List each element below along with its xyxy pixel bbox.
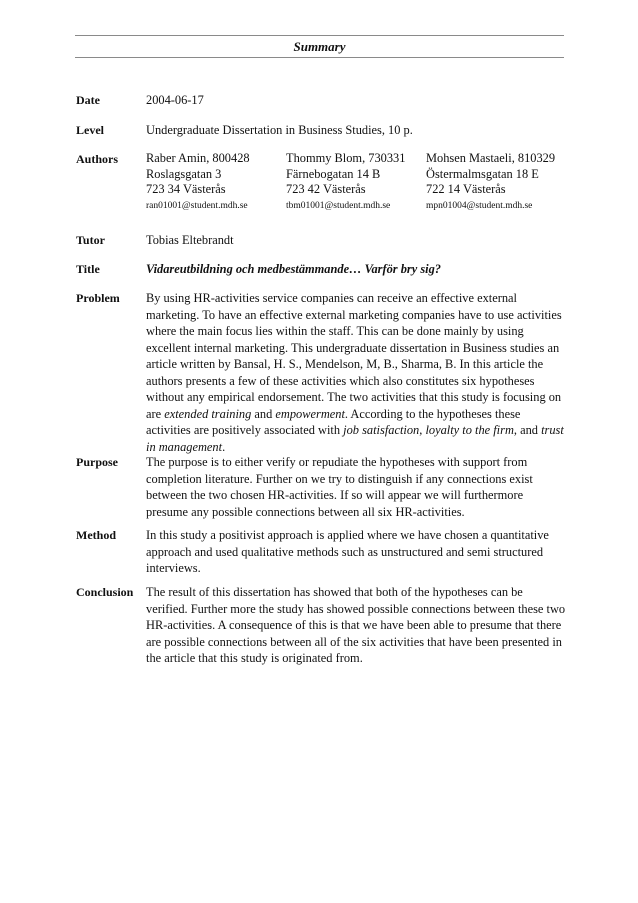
problem-emphasis-trust: trust in management [146,423,564,454]
author-2-city: 723 42 Västerås [286,182,366,196]
method-label: Method [76,528,116,542]
problem-emphasis-loyalty: loyalty to the firm [425,423,514,437]
dissertation-title: Vidareutbildning och medbestämmande… Varför bry sig? [146,262,441,276]
title-label: Title [76,262,100,276]
author-2-email: tbm01001@student.mdh.se [286,200,391,211]
author-2-name: Thommy Blom, 730331 [286,151,406,165]
problem-text [146,290,566,455]
authors-row [76,151,566,211]
conclusion-label: Conclusion [76,585,134,599]
page-title: Summary [293,39,346,54]
problem-text-part-4: , [419,423,426,437]
date-label: Date [76,93,100,107]
problem-emphasis-extended-training: extended training [164,406,252,421]
author-2 [286,151,405,214]
level-value: Undergraduate Dissertation in Business Studies, 10 p. [146,123,413,137]
problem-text-part-3: . According to the hypotheses these activities are positively associated with [146,406,521,437]
conclusion-text: The result of this dissertation has showed that both of the hypotheses can be verified. Further more the study has showed possible connections between these two HR-activities. A consequence of this is that we have been able to presume that there are possible connections between all of the six activities that have been presented in the article that this study is originated from. [146,585,566,665]
problem-label: Problem [76,291,120,305]
method-text: In this study a positivist approach is applied where we have chosen a quantitative approach and used qualitative methods such as unstructured and semi structured interviews. [146,528,549,575]
date-value: 2004-06-17 [146,93,204,107]
author-3-street: Östermalmsgatan 18 E [426,166,539,181]
purpose-label: Purpose [76,455,118,469]
author-2-street: Färnebogatan 14 B [286,166,381,181]
author-1-street: Roslagsgatan 3 [146,166,222,181]
problem-text-part-1: By using HR-activities service companies can receive an effective external marketing. To have an effective external marketing companies have to use activities where the main focus lies within the staff. This can be done mainly by using excellent internal marketing. This undergraduate dissertation in Business studies an article written by Bansal, H. S., Mendelson, M, B., Sharma, B. In this article the authors presents a few of these activities which also constitutes six hypotheses without any empirical endorsement. The two activities that this study is focusing on are [146,291,562,421]
author-1-name: Raber Amin, 800428 [146,151,250,165]
problem-emphasis-job-satisfaction: job satisfaction [343,423,420,437]
level-label: Level [76,123,104,137]
author-1 [146,151,250,214]
tutor-value: Tobias Eltebrandt [146,233,234,247]
author-3-name: Mohsen Mastaeli, 810329 [426,151,556,165]
problem-emphasis-empowerment: empowerment [275,406,345,421]
problem-text-part-5: , and [513,423,542,437]
problem-text-part-2: and [251,406,276,421]
problem-text-part-6: . [222,439,226,454]
top-rule [75,35,564,36]
tutor-label: Tutor [76,233,105,247]
author-1-city: 723 34 Västerås [146,182,226,196]
author-3-email: mpn01004@student.mdh.se [426,200,533,211]
author-3-city: 722 14 Västerås [426,182,506,196]
author-3 [426,151,555,214]
author-1-email: ran01001@student.mdh.se [146,200,248,211]
authors-label: Authors [76,152,119,166]
purpose-text: The purpose is to either verify or repudiate the hypotheses with support from completion literature. Further on we try to distinguish if any connections exist between the two chosen HR-activities. If so will appear we will furthermore presume any possible connections between all six HR-activities. [146,455,533,519]
title-underline-rule [75,57,564,58]
